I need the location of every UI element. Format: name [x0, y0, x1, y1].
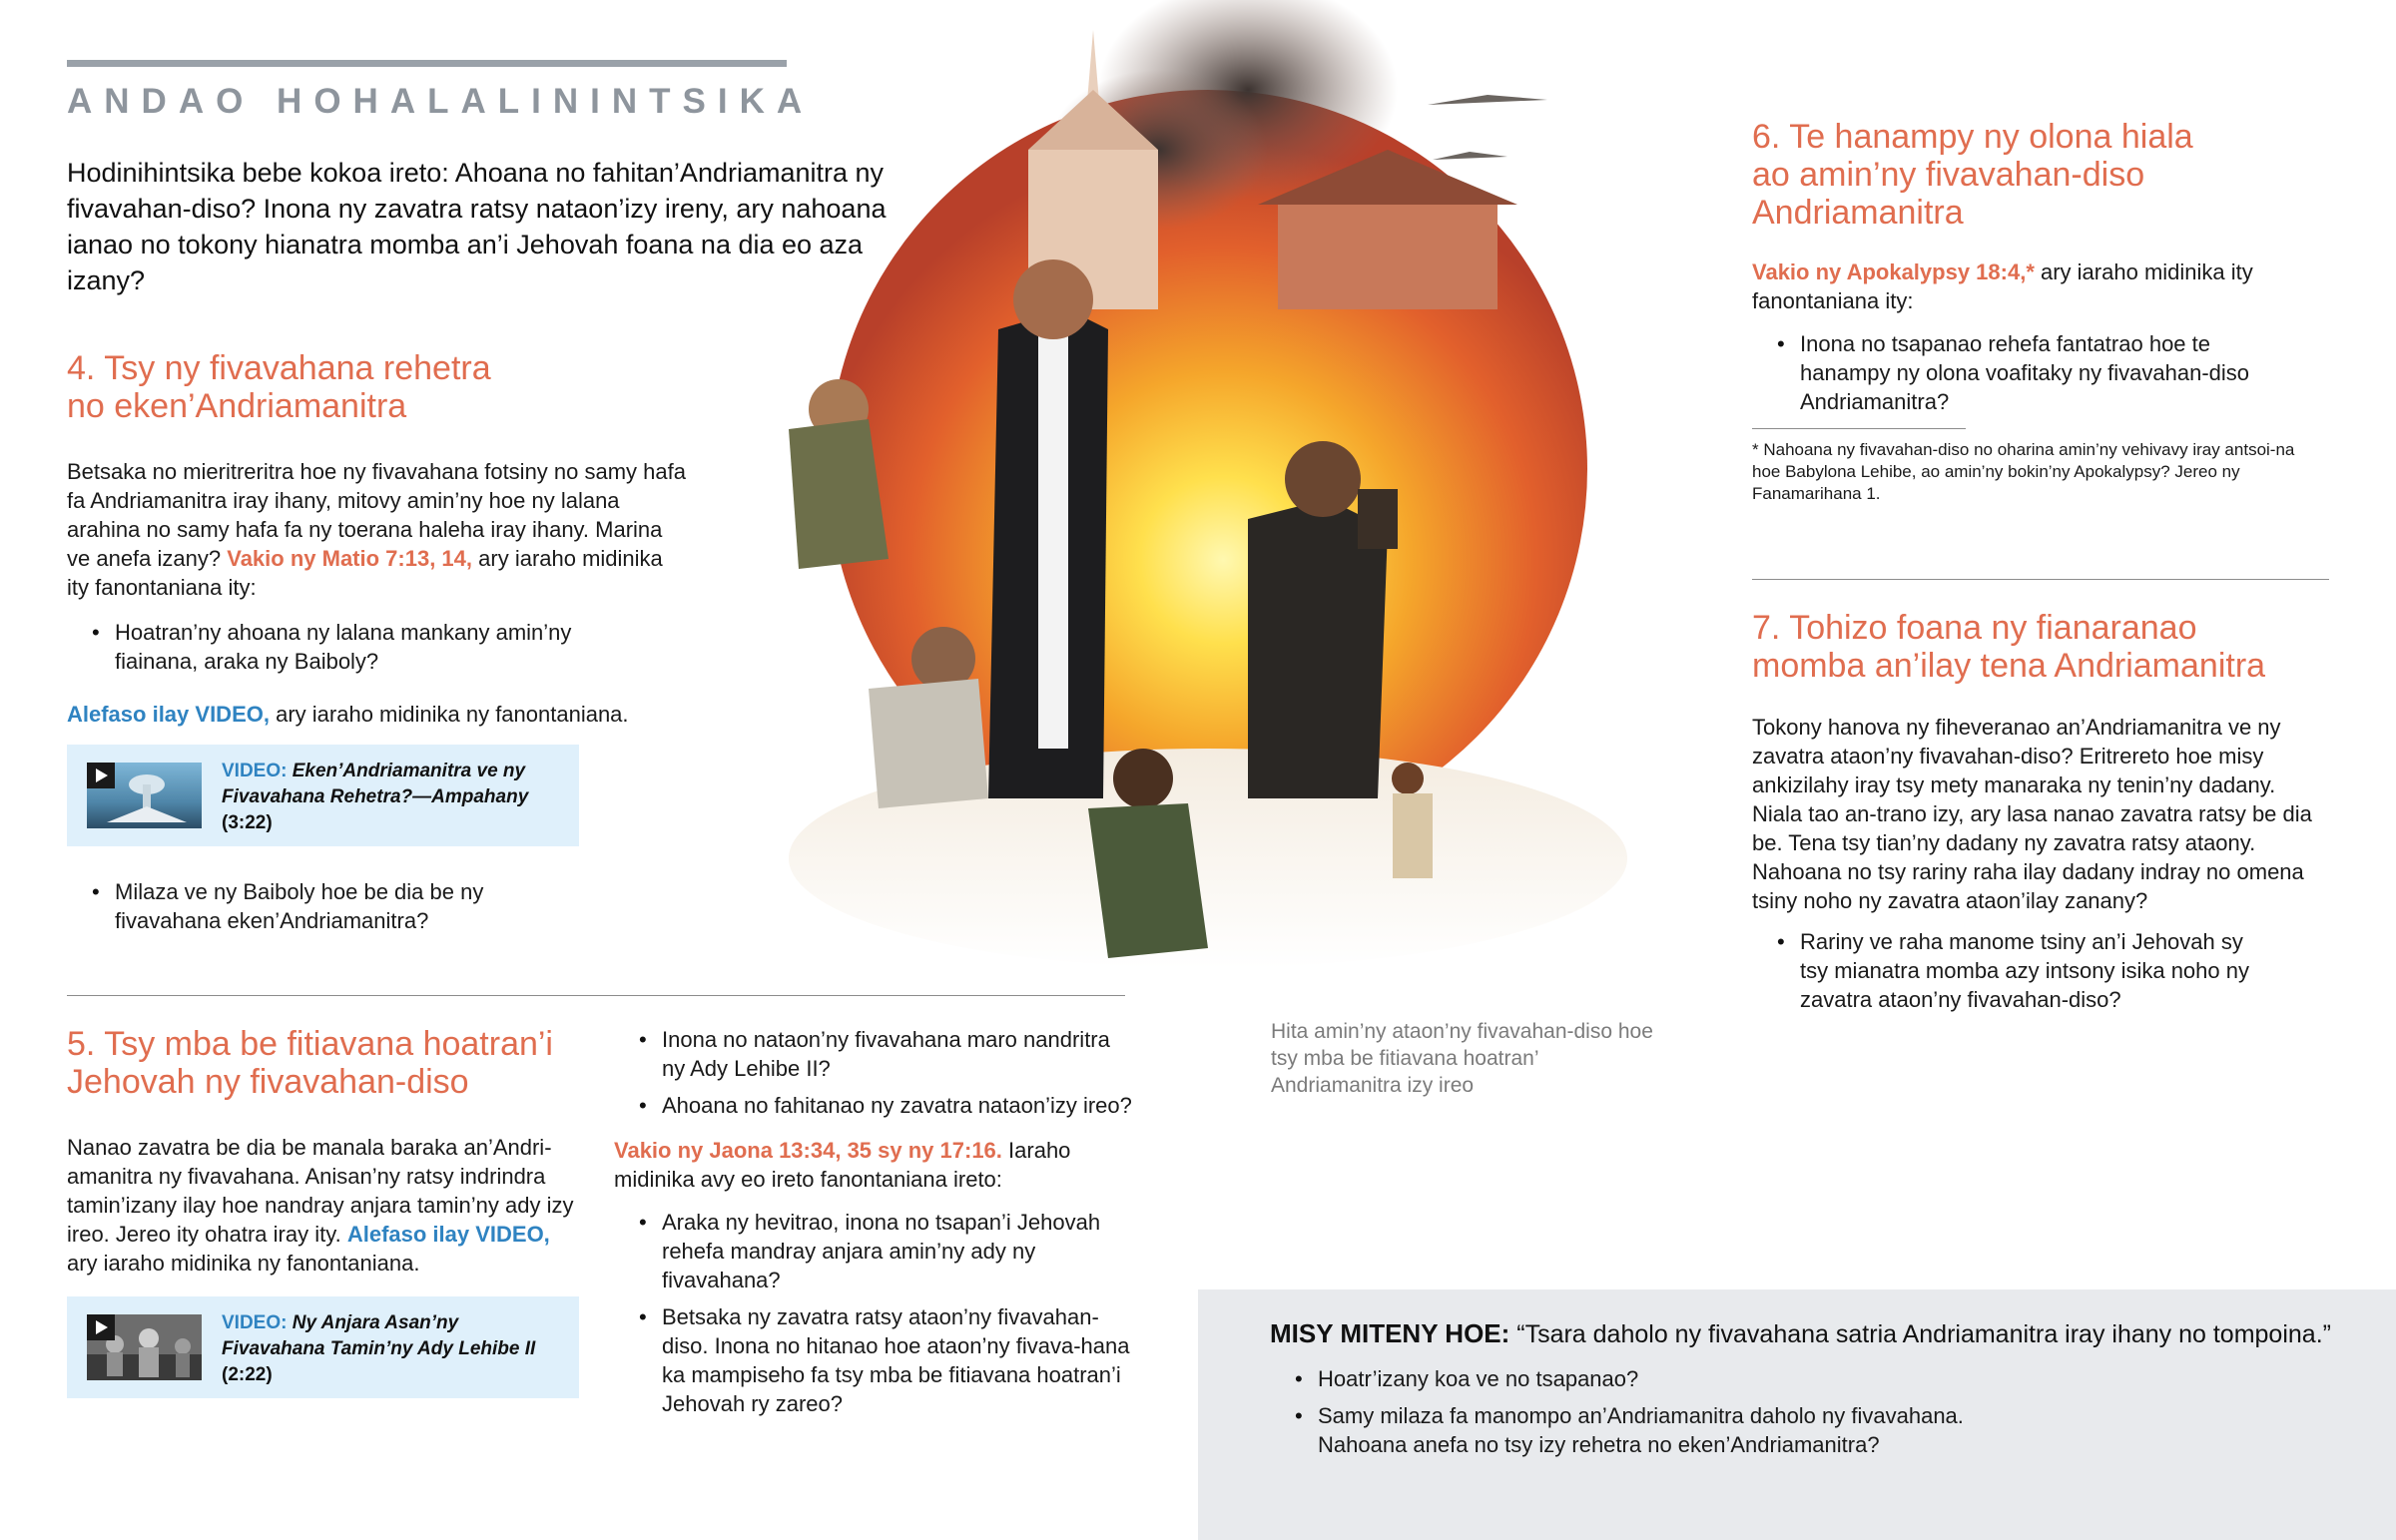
section-5 — [67, 1025, 586, 1278]
play-video-link[interactable]: Alefaso ilay VIDEO, — [67, 702, 270, 727]
scripture-ref-apokalypsy[interactable]: Vakio ny Apokalypsy 18:4, — [1752, 259, 2027, 284]
section-7-body: Tokony hanova ny fiheveranao an’Andriamanitra ve ny zavatra ataon’ny fivavahan-diso? Eritrereto hoe misy ankizilahy iray tsy mety manaraka ny tenin’ny dadany. Niala tao an-trano izy, ary lasa nanao zavatra ratsy be dia be. Tena tsy tian’ny dadany ny zavatra ratsy ataony. Nahoana no tsy rariny raha ilay dadany indray no omena tsiny noho ny zavatra ataon’ilay zanany? — [1752, 715, 2312, 913]
list-item: • Samy milaza fa manompo an’Andriamanitra daholo ny fivavahana. Nahoana anefa no tsy izy rehetra no eken’Andriamanitra? — [1270, 1401, 2029, 1459]
section-6 — [1752, 118, 2331, 505]
section-6-reading: Vakio ny Apokalypsy 18:4,* ary iaraho midinika ity fanontaniana ity: — [1752, 259, 2253, 313]
list-item: • Ahoana no fahitanao ny zavatra nataon’izy ireo? — [614, 1091, 1133, 1120]
section-4-video-prompt: Alefaso ilay VIDEO, ary iaraho midinika ny fanontaniana. — [67, 702, 629, 727]
scripture-ref-jaona[interactable]: Vakio ny Jaona 13:34, 35 sy ny 17:16. — [614, 1138, 1002, 1163]
header-rule — [67, 60, 787, 67]
video-card-1-text: VIDEO: Eken’Andriamanitra ve ny Fivavahana Rehetra?—Ampahany (3:22) — [222, 761, 529, 833]
scripture-ref-matio[interactable]: Vakio ny Matio 7:13, 14, — [227, 546, 473, 571]
section-7 — [1752, 609, 2331, 1022]
section-4-questions-2 — [67, 877, 566, 943]
list-item: • Inona no nataon’ny fivavahana maro nandritra ny Ady Lehibe II? — [614, 1025, 1133, 1083]
play-icon[interactable] — [87, 1314, 115, 1340]
list-item: • Araka ny hevitrao, inona no tsapan’i Jehovah rehefa mandray anjara amin’ny ady ny fivavahana? — [614, 1208, 1133, 1294]
section-4-body: Betsaka no mieritreritra hoe ny fivavahana fotsiny no samy hafa fa Andriamanitra iray ihany, mitovy amin’ny hoe ny lalana arahina no samy hafa fa ny toerana haleha iray ihany. Marina ve anefa izany? Vakio ny Matio 7:13, 14, ary iaraho midinika ity fanontaniana ity: — [67, 459, 686, 600]
section-5-column-2 — [614, 1025, 1133, 1426]
list-item: • Betsaka ny zavatra ratsy ataon’ny fivavahan-diso. Inona no hitanao hoe ataon’ny fivava-hana ka mampiseho fa tsy mba be fitiavana hoatran’i Jehovah ry zareo? — [614, 1302, 1133, 1418]
section-5-questions-1 — [614, 1025, 1133, 1120]
video-card-2-text: VIDEO: Ny Anjara Asan’ny Fivavahana Tamin’ny Ady Lehibe II (2:22) — [222, 1312, 536, 1385]
section-5-heading: 5. Tsy mba be fitiavana hoatran’i Jehovah ny fivavahan-diso — [67, 1025, 553, 1101]
list-item: • Milaza ve ny Baiboly hoe be dia be ny fivavahana eken’Andriamanitra? — [67, 877, 566, 935]
section-6-questions — [1752, 329, 2291, 416]
section-7-questions — [1752, 927, 2261, 1014]
section-4-questions-1 — [67, 618, 586, 676]
page-kicker: ANDAO HOHALALININTSIKA — [67, 82, 815, 121]
video-card-2[interactable] — [67, 1296, 579, 1398]
misy-statement: MISY MITENY HOE: “Tsara daholo ny fivavahana satria Andriamanitra iray ihany no tompoina.” — [1270, 1318, 2331, 1348]
video-card-1[interactable] — [67, 745, 579, 846]
section-4 — [67, 349, 686, 729]
misy-miteny-hoe-box — [1198, 1289, 2396, 1540]
false-religion-war-illustration — [689, 0, 1737, 998]
list-item: • Inona no tsapanao rehefa fantatrao hoe te hanampy ny olona voafitaky ny fivavahan-diso Andriamanitra? — [1752, 329, 2291, 416]
misy-questions — [1270, 1364, 2029, 1467]
section-5-reading: Vakio ny Jaona 13:34, 35 sy ny 17:16. Iaraho midinika avy eo ireto fanontaniana ireto: — [614, 1138, 1071, 1192]
list-item: • Hoatran’ny ahoana ny lalana mankany amin’ny fiainana, araka ny Baiboly? — [67, 618, 586, 676]
play-video-link[interactable]: Alefaso ilay VIDEO, — [346, 1222, 550, 1247]
section-4-heading: 4. Tsy ny fivavahana rehetra no eken’Andriamanitra — [67, 349, 491, 425]
play-icon[interactable] — [87, 763, 115, 788]
footnote-marker[interactable]: * — [2026, 259, 2035, 284]
divider — [1752, 579, 2329, 580]
footnote: * Nahoana ny fivavahan-diso no oharina amin’ny vehivavy iray antsoi-na hoe Babylona Lehibe, ao amin’ny bokin’ny Apokalypsy? Jereo ny Fanamarihana 1. — [1752, 440, 2295, 503]
footnote-rule — [1752, 428, 1966, 429]
video-thumbnail[interactable] — [87, 763, 202, 828]
list-item: • Hoatr’izany koa ve no tsapanao? — [1270, 1364, 2029, 1393]
list-item: • Rariny ve raha manome tsiny an’i Jehovah sy tsy mianatra momba azy intsony isika noho ny zavatra ataon’ny fivavahan-diso? — [1752, 927, 2261, 1014]
video-thumbnail[interactable] — [87, 1314, 202, 1380]
section-5-questions-2 — [614, 1208, 1133, 1418]
illustration-caption: Hita amin’ny ataon’ny fivavahan-diso hoe tsy mba be fitiavana hoatran’ Andriamanitra izy ireo — [1271, 1020, 1653, 1097]
intro-paragraph: Hodinihintsika bebe kokoa ireto: Ahoana no fahitan’Andriamanitra ny fivavahan-diso? Inona ny zavatra ratsy nataon’izy ireny, ary nahoana ianao no tokony hianatra momba an’i Jehovah foana na dia eo aza izany? — [67, 158, 887, 295]
section-6-heading: 6. Te hanampy ny olona hiala ao amin’ny fivavahan-diso Andriamanitra — [1752, 118, 2193, 232]
section-5-body: Nanao zavatra be dia be manala baraka an’Andri-amanitra ny fivavahana. Anisan’ny ratsy indrindra tamin’izany ilay hoe nandray anjara tamin’ny ady izy ireo. Jereo ity ohatra iray ity. Alefaso ilay VIDEO, ary iaraho midinika ny fanontaniana. — [67, 1135, 574, 1276]
section-7-heading: 7. Tohizo foana ny fianaranao momba an’ilay tena Andriamanitra — [1752, 609, 2266, 685]
